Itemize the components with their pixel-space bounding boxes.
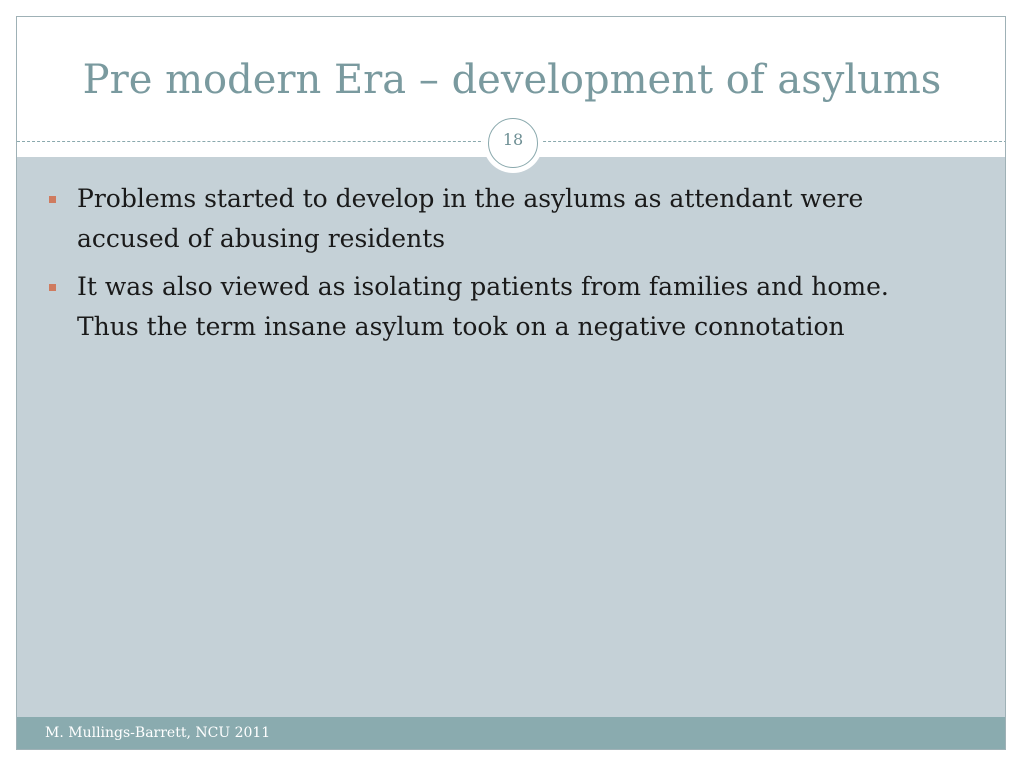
footer-text: M. Mullings-Barrett, NCU 2011 [45, 725, 271, 741]
footer-bar [17, 717, 1005, 749]
bullet-list [47, 179, 927, 355]
bullet-text: Problems started to develop in the asylums as attendant were accused of abusing residents [77, 184, 864, 253]
bullet-text: It was also viewed as isolating patients from families and home. Thus the term insane asylum took on a negative connotation [77, 272, 889, 341]
slide-title: Pre modern Era – development of asylums [82, 57, 942, 103]
slide-frame [16, 16, 1006, 750]
page-number: 18 [488, 118, 538, 168]
page-number-badge [483, 113, 543, 173]
content-area [17, 157, 1005, 717]
bullet-item [47, 179, 927, 259]
square-bullet-icon [49, 196, 56, 203]
bullet-item [47, 267, 927, 347]
square-bullet-icon [49, 284, 56, 291]
